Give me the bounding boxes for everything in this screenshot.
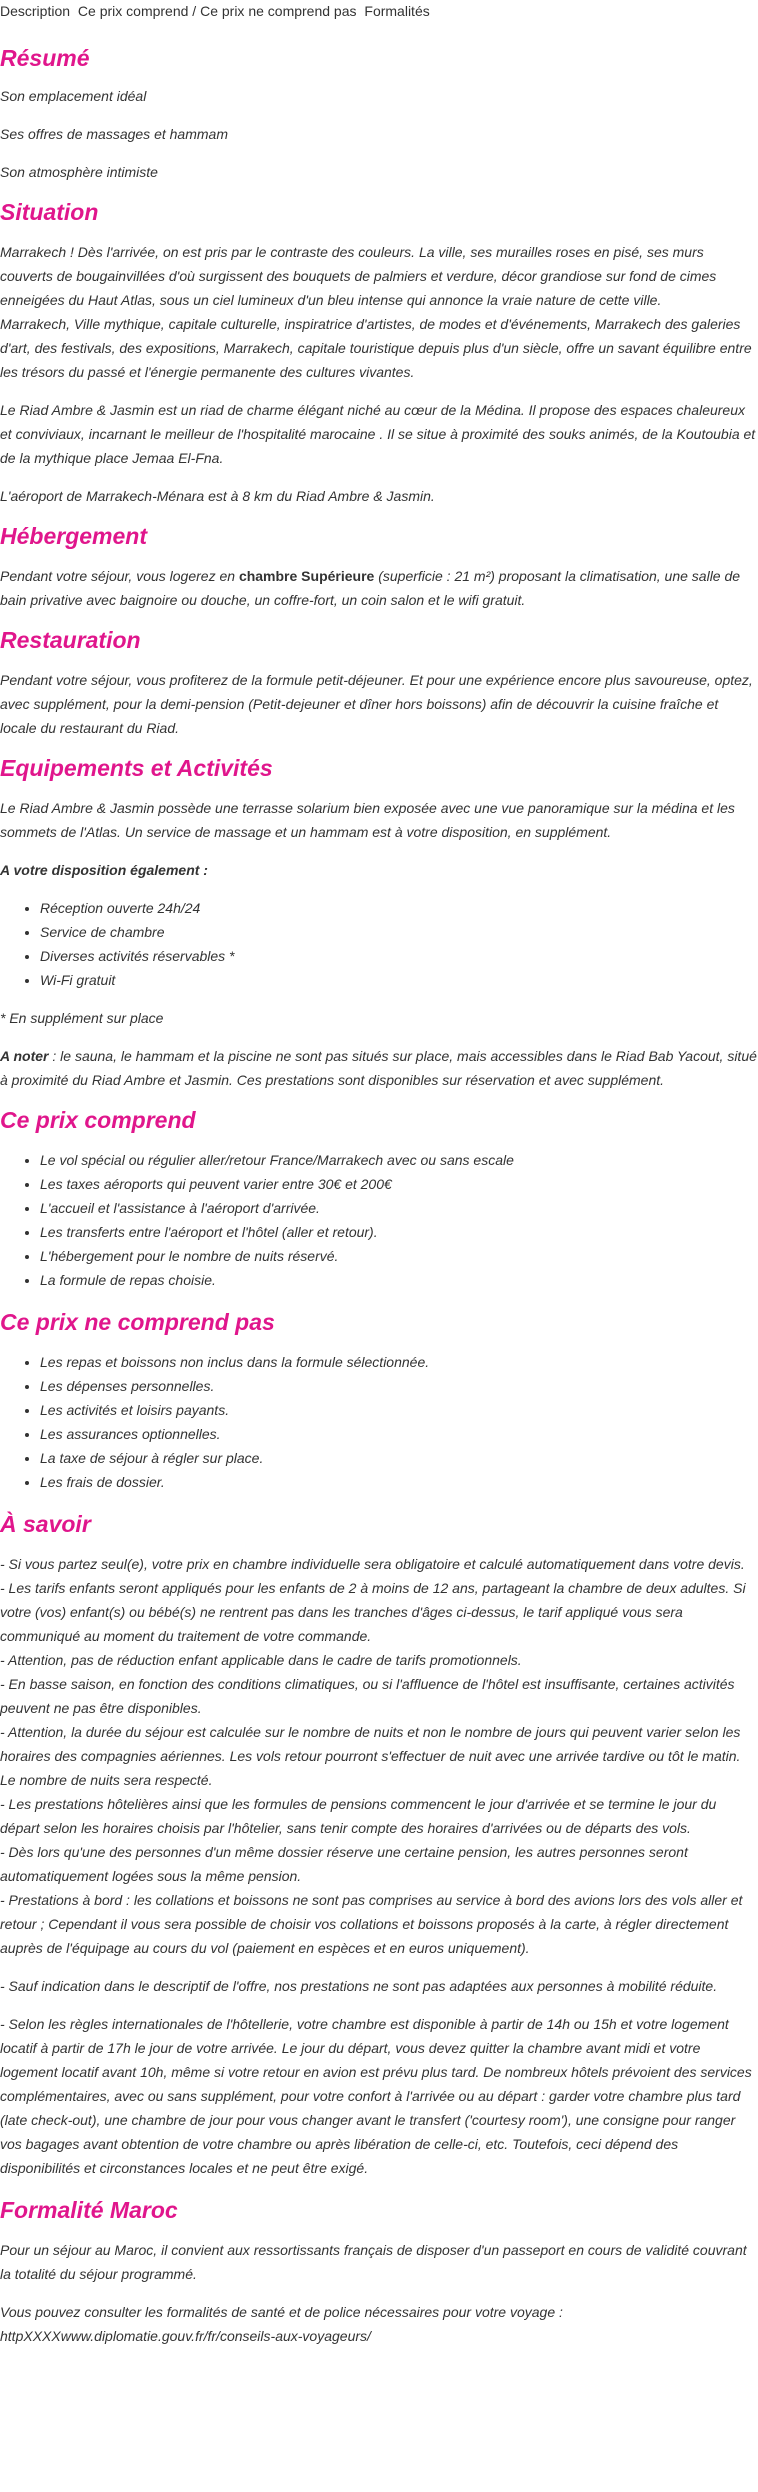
savoir-line: - Attention, pas de réduction enfant applicable dans le cadre de tarifs promotionnels. — [0, 1652, 522, 1668]
formalite-paragraph: Vous pouvez consulter les formalités de santé et de police nécessaires pour votre voyage : — [0, 2304, 563, 2320]
situation-paragraph: Marrakech, Ville mythique, capitale culturelle, inspiratrice d'artistes, de modes et d'événements, Marrakech des galeries d'art, des festivals, des expositions, Marrakech, capitale touristique depuis plus d'un siècle, offre un savant équilibre entre les trésors du passé et l'énergie permanente des cultures vivantes. — [0, 316, 752, 380]
list-item: • La taxe de séjour à régler sur place. — [40, 1446, 758, 1470]
savoir-line: - Prestations à bord : les collations et boissons ne sont pas comprises au service à bord des avions lors des vols aller et retour ; Cependant il vous sera possible de choisir vos collations et boissons proposés à la carte, à régler directement auprès de l'équipage au cours du vol (paiement en espèces et en euros uniquement). — [0, 1892, 743, 1956]
savoir-line: - Attention, la durée du séjour est calculée sur le nombre de nuits et non le nombre de jours qui peuvent varier selon les horaires des compagnies aériennes. Les vols retour pourront s'effectuer de nuit avec une arrivée tardive ou tôt le matin. Le nombre de nuits sera respecté. — [0, 1724, 741, 1788]
resume-item: Ses offres de massages et hammam — [0, 126, 228, 142]
room-type: chambre Supérieure — [238, 568, 375, 584]
dispo-label-text: A votre disposition également : — [0, 862, 208, 878]
list-item: • L'hébergement pour le nombre de nuits réservé. — [40, 1244, 758, 1268]
savoir-block — [0, 1552, 758, 1960]
list-item: • Les taxes aéroports qui peuvent varier entre 30€ et 200€ — [40, 1172, 758, 1196]
dispo-label — [0, 858, 758, 882]
tab-formalites[interactable]: Formalités — [364, 3, 430, 19]
list-item: • L'accueil et l'assistance à l'aéroport d'arrivée. — [40, 1196, 758, 1220]
section-title-equipements: Equipements et Activités — [0, 755, 273, 781]
equipements-list — [0, 896, 758, 992]
list-item: • Diverses activités réservables * — [40, 944, 758, 968]
section-title-resume: Résumé — [0, 45, 90, 71]
savoir-horaires: - Selon les règles internationales de l'hôtellerie, votre chambre est disponible à partir de 14h ou 15h et votre logement locatif à partir de 17h le jour de votre arrivée. Le jour du départ, vous devez quitter la chambre avant midi et votre logement locatif avant 10h, même si votre retour en avion est prévu plus tard. De nombreux hôtels prévoient des services complémentaires, avec ou sans supplément, pour votre confort à l'arrivée ou au départ : garder votre chambre plus tard (late check-out), une chambre de jour pour vous changer avant le transfert ('courtesy room'), une consigne pour ranger vos bagages avant obtention de votre chambre ou après libération de celle-ci, etc. Toutefois, ceci dépend des disponibilités et circonstances locales et ne peut être exigé. — [0, 2016, 752, 2176]
list-item: • Le vol spécial ou régulier aller/retour France/Marrakech avec ou sans escale — [40, 1148, 758, 1172]
resume-item: Son emplacement idéal — [0, 88, 147, 104]
savoir-line: - En basse saison, en fonction des conditions climatiques, ou si l'affluence de l'hôtel est insuffisante, certaines activités peuvent ne pas être disponibles. — [0, 1676, 735, 1716]
section-title-hebergement: Hébergement — [0, 523, 147, 549]
hebergement-paragraph — [0, 564, 758, 612]
list-item: • Les repas et boissons non inclus dans la formule sélectionnée. — [40, 1350, 758, 1374]
situation-paragraph: L'aéroport de Marrakech-Ménara est à 8 km du Riad Ambre & Jasmin. — [0, 488, 435, 504]
ne-comprend-list — [0, 1350, 758, 1494]
tab-description[interactable]: Description — [0, 3, 71, 19]
tab-prix[interactable]: Ce prix comprend / Ce prix ne comprend pas — [77, 3, 357, 19]
list-item: • La formule de repas choisie. — [40, 1268, 758, 1292]
a-noter-paragraph — [0, 1044, 758, 1092]
a-noter-text: : le sauna, le hammam et la piscine ne sont pas situés sur place, mais accessibles dans le Riad Bab Yacout, situé à proximité du Riad Ambre et Jasmin. Ces prestations sont disponibles sur réservation et avec supplément. — [0, 1048, 757, 1088]
savoir-line: - Dès lors qu'une des personnes d'un même dossier réserve une certaine pension, les autres personnes seront automatiquement logées sous la même pension. — [0, 1844, 688, 1884]
tab-bar — [0, 0, 758, 24]
situation-paragraph: Le Riad Ambre & Jasmin est un riad de charme élégant niché au cœur de la Médina. Il propose des espaces chaleureux et conviviaux, incarnant le meilleur de l'hospitalité marocaine . Il se situe à proximité des souks animés, de la Koutoubia et de la mythique place Jemaa El-Fna. — [0, 402, 756, 466]
savoir-line: - Les prestations hôtelières ainsi que les formules de pensions commencent le jour d'arrivée et se termine le jour du départ selon les horaires choisis par l'hôtelier, sans tenir compte des horaires d'arrivées ou de départs des vols. — [0, 1796, 717, 1836]
situation-paragraph: Marrakech ! Dès l'arrivée, on est pris par le contraste des couleurs. La ville, ses murailles roses en pisé, ses murs couverts de bougainvillées d'où surgissent des bouquets de palmiers et verdure, décor grandiose sur fond de cimes enneigées du Haut Atlas, sous un ciel lumineux d'un bleu intense qui annonce la vraie nature de cette ville. — [0, 244, 717, 308]
list-item: • Les dépenses personnelles. — [40, 1374, 758, 1398]
formalite-link[interactable]: httpXXXXwww.diplomatie.gouv.fr/fr/conseils-aux-voyageurs/ — [0, 2328, 371, 2344]
hebergement-text-post: (superficie : 21 m²) proposant la climatisation, une salle de bain privative avec baignoire ou douche, un coffre-fort, un coin salon et le wifi gratuit. — [0, 568, 741, 608]
savoir-line: - Si vous partez seul(e), votre prix en chambre individuelle sera obligatoire et calculé automatiquement dans votre devis. — [0, 1556, 745, 1572]
list-item: • Les activités et loisirs payants. — [40, 1398, 758, 1422]
section-title-comprend: Ce prix comprend — [0, 1107, 196, 1133]
restauration-paragraph: Pendant votre séjour, vous profiterez de la formule petit-déjeuner. Et pour une expérience encore plus savoureuse, optez, avec supplément, pour la demi-pension (Petit-dejeuner et dîner hors boissons) afin de découvrir la cuisine fraîche et locale du restaurant du Riad. — [0, 672, 753, 736]
section-title-savoir: À savoir — [0, 1511, 91, 1537]
equipements-paragraph: Le Riad Ambre & Jasmin possède une terrasse solarium bien exposée avec une vue panoramique sur la médina et les sommets de l'Atlas. Un service de massage et un hammam est à votre disposition, en supplément. — [0, 800, 735, 840]
hebergement-text-pre: Pendant votre séjour, vous logerez en — [0, 568, 239, 584]
list-item: • Wi-Fi gratuit — [40, 968, 758, 992]
a-noter-label: A noter — [0, 1048, 49, 1064]
section-title-situation: Situation — [0, 199, 99, 225]
savoir-line: - Les tarifs enfants seront appliqués pour les enfants de 2 à moins de 12 ans, partageant la chambre de deux adultes. Si votre (vos) enfant(s) ou bébé(s) ne rentrent pas dans les tranches d'âges ci-dessus, le tarif appliqué vous sera communiqué au moment du traitement de votre commande. — [0, 1580, 746, 1644]
list-item: • Les transferts entre l'aéroport et l'hôtel (aller et retour). — [40, 1220, 758, 1244]
list-item: • Les assurances optionnelles. — [40, 1422, 758, 1446]
comprend-list — [0, 1148, 758, 1292]
list-item: • Réception ouverte 24h/24 — [40, 896, 758, 920]
section-title-ne-comprend: Ce prix ne comprend pas — [0, 1309, 275, 1335]
list-item: • Service de chambre — [40, 920, 758, 944]
section-title-formalite: Formalité Maroc — [0, 2197, 178, 2223]
savoir-mobilite: - Sauf indication dans le descriptif de l'offre, nos prestations ne sont pas adaptées aux personnes à mobilité réduite. — [0, 1978, 718, 1994]
list-item: • Les frais de dossier. — [40, 1470, 758, 1494]
supplement-note: * En supplément sur place — [0, 1010, 164, 1026]
section-title-restauration: Restauration — [0, 627, 141, 653]
formalite-paragraph: Pour un séjour au Maroc, il convient aux ressortissants français de disposer d'un passeport en cours de validité couvrant la totalité du séjour programmé. — [0, 2242, 747, 2282]
resume-item: Son atmosphère intimiste — [0, 164, 158, 180]
